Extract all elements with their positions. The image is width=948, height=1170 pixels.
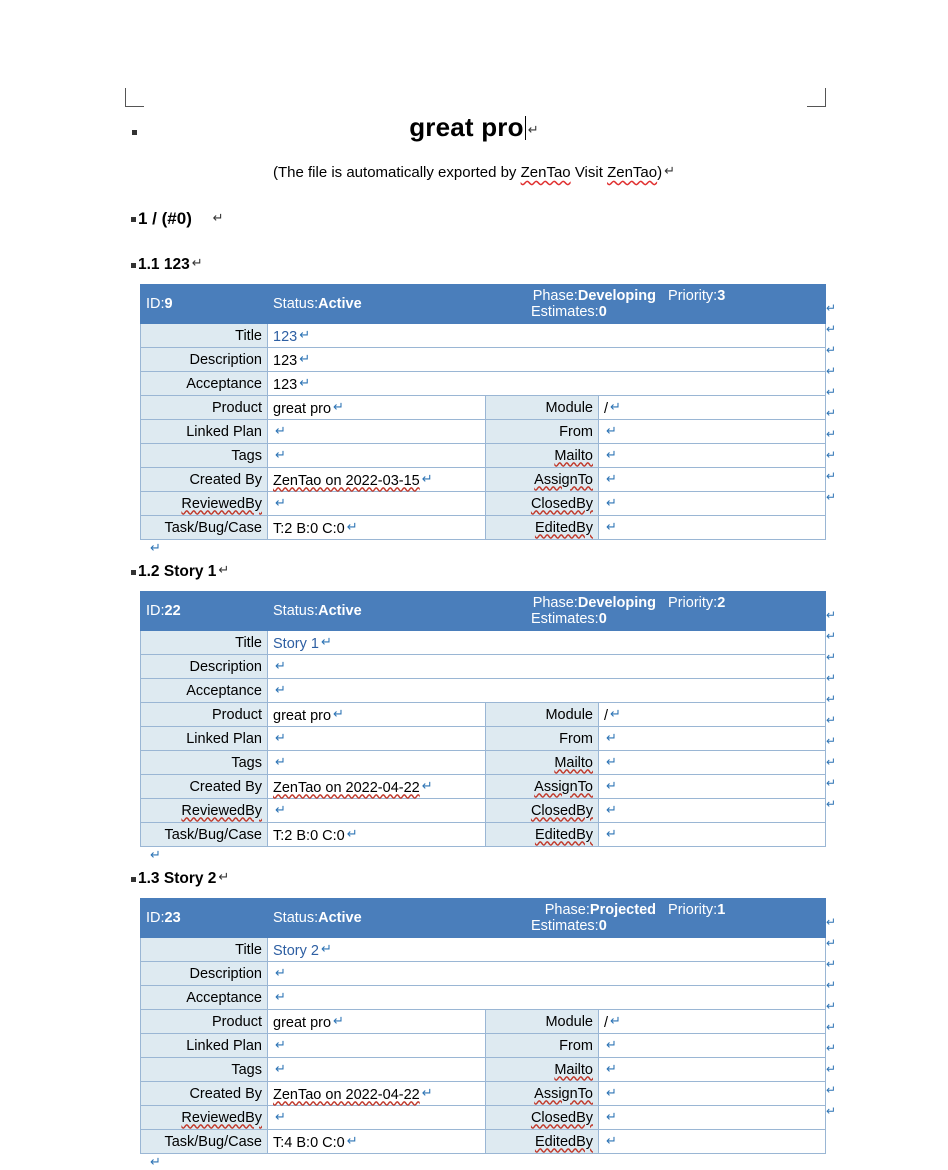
story-table-wrapper-1 xyxy=(0,284,948,540)
title-value xyxy=(268,938,826,962)
task-bug-case-label: Task/Bug/Case xyxy=(141,516,268,540)
status-value: Active xyxy=(318,296,362,312)
edited-by-label-text: EditedBy xyxy=(534,826,593,843)
pilcrow-icon: ↵ xyxy=(333,705,344,721)
document-title-line xyxy=(0,0,948,143)
pilcrow-icon: ↵ xyxy=(275,681,286,697)
pilcrow-icon: ↵ xyxy=(610,398,621,414)
estimates-value: 0 xyxy=(598,918,607,934)
pilcrow-icon: ↵ xyxy=(275,1036,286,1052)
pilcrow-icon: ↵ xyxy=(218,562,230,577)
pilcrow-icon: ↵ xyxy=(218,869,230,884)
description-label: Description xyxy=(141,348,268,372)
product-label: Product xyxy=(141,1010,268,1034)
from-label: From xyxy=(486,420,599,444)
table-row xyxy=(141,1082,826,1106)
phase-value: Developing xyxy=(577,288,656,304)
table-row xyxy=(141,1058,826,1082)
description-label: Description xyxy=(141,655,268,679)
created-by-value xyxy=(268,775,486,799)
table-row xyxy=(141,631,826,655)
acceptance-text: 123 xyxy=(273,376,298,393)
mailto-value xyxy=(599,1058,826,1082)
edited-by-label-text: EditedBy xyxy=(534,519,593,536)
acceptance-label: Acceptance xyxy=(141,679,268,703)
module-label: Module xyxy=(486,703,599,727)
closed-by-value xyxy=(599,492,826,516)
reviewed-by-label-text: ReviewedBy xyxy=(181,495,262,512)
pilcrow-icon: ↵ xyxy=(320,633,332,649)
tags-label: Tags xyxy=(141,444,268,468)
module-label: Module xyxy=(486,396,599,420)
mailto-label-text: Mailto xyxy=(554,447,593,464)
status-label: Status: xyxy=(273,296,319,312)
table-row xyxy=(141,655,826,679)
assign-to-label-text: AssignTo xyxy=(534,471,593,488)
story-table-1 xyxy=(140,284,826,540)
pilcrow-icon: ↵ xyxy=(606,1060,617,1076)
table-row xyxy=(141,679,826,703)
product-text: great pro xyxy=(273,1014,332,1031)
id-label: ID: xyxy=(146,910,165,926)
estimates-label: Estimates: xyxy=(531,611,599,627)
phase-label: Phase: xyxy=(532,595,578,611)
document-title: great pro xyxy=(409,112,524,142)
acceptance-label: Acceptance xyxy=(141,372,268,396)
heading-section-1-text: 1 / (#0) xyxy=(138,209,192,228)
priority-value: 2 xyxy=(717,595,726,611)
document-subtitle-line xyxy=(0,163,948,181)
module-text: / xyxy=(604,707,609,724)
pilcrow-icon: ↵ xyxy=(610,705,621,721)
priority-label: Priority: xyxy=(668,288,718,304)
edited-by-label-text: EditedBy xyxy=(534,1133,593,1150)
pilcrow-icon: ↵ xyxy=(606,753,617,769)
heading-story-1-3 xyxy=(138,869,948,888)
tags-value xyxy=(268,751,486,775)
pilcrow-icon: ↵ xyxy=(606,801,617,817)
from-value xyxy=(599,727,826,751)
estimates-value: 0 xyxy=(598,304,607,320)
table-row xyxy=(141,468,826,492)
closed-by-value xyxy=(599,799,826,823)
module-value xyxy=(599,1010,826,1034)
table-row xyxy=(141,420,826,444)
pilcrow-icon: ↵ xyxy=(606,470,617,486)
reviewed-by-label-text: ReviewedBy xyxy=(181,802,262,819)
title-value xyxy=(268,324,826,348)
table-row xyxy=(141,444,826,468)
pilcrow-icon: ↵ xyxy=(606,1036,617,1052)
pilcrow-icon: ↵ xyxy=(275,657,286,673)
assign-to-label-text: AssignTo xyxy=(534,778,593,795)
pilcrow-icon: ↵ xyxy=(212,210,224,225)
story-phase-priority-estimates-cell xyxy=(486,285,826,324)
story-phase-priority-estimates-cell xyxy=(486,592,826,631)
closed-by-label-text: ClosedBy xyxy=(530,1109,593,1126)
tags-value xyxy=(268,1058,486,1082)
table-row xyxy=(141,986,826,1010)
story-status-cell xyxy=(268,285,486,324)
id-value: 23 xyxy=(164,910,181,926)
table-row xyxy=(141,823,826,847)
reviewed-by-value xyxy=(268,799,486,823)
linked-plan-value xyxy=(268,727,486,751)
pilcrow-icon: ↵ xyxy=(346,518,358,534)
pilcrow-icon: ↵ xyxy=(421,777,433,793)
tags-label: Tags xyxy=(141,751,268,775)
pilcrow-icon: ↵ xyxy=(320,940,332,956)
pilcrow-icon: ↵ xyxy=(606,446,617,462)
status-label: Status: xyxy=(273,603,319,619)
table-row xyxy=(141,962,826,986)
story-id-cell xyxy=(141,592,268,631)
id-value: 22 xyxy=(164,603,181,619)
edited-by-label xyxy=(486,516,599,540)
acceptance-label: Acceptance xyxy=(141,986,268,1010)
story-table-wrapper-2 xyxy=(0,591,948,847)
table-row xyxy=(141,1130,826,1154)
heading-story-1-2 xyxy=(138,562,948,581)
pilcrow-icon: ↵ xyxy=(275,446,286,462)
table-row xyxy=(141,516,826,540)
heading-story-1-1 xyxy=(138,255,948,274)
paragraph-end-mark: ↵ xyxy=(150,1154,161,1169)
pilcrow-icon: ↵ xyxy=(275,964,286,980)
title-label: Title xyxy=(141,324,268,348)
closed-by-label xyxy=(486,1106,599,1130)
priority-label: Priority: xyxy=(668,595,718,611)
story-table-wrapper-3 xyxy=(0,898,948,1154)
acceptance-value xyxy=(268,986,826,1010)
mailto-label-text: Mailto xyxy=(554,754,593,771)
mailto-label xyxy=(486,1058,599,1082)
task-bug-case-text: T:2 B:0 C:0 xyxy=(273,827,345,844)
linked-plan-label: Linked Plan xyxy=(141,727,268,751)
product-text: great pro xyxy=(273,707,332,724)
priority-value: 1 xyxy=(717,902,726,918)
pilcrow-icon: ↵ xyxy=(346,825,358,841)
product-label: Product xyxy=(141,396,268,420)
closed-by-label-text: ClosedBy xyxy=(530,802,593,819)
task-bug-case-value xyxy=(268,823,486,847)
created-by-text: ZenTao on 2022-04-22 xyxy=(273,1086,420,1103)
phase-value: Developing xyxy=(577,595,656,611)
pilcrow-icon: ↵ xyxy=(606,825,617,841)
edited-by-value xyxy=(599,516,826,540)
linked-plan-label: Linked Plan xyxy=(141,1034,268,1058)
story-header-row xyxy=(141,592,826,631)
reviewed-by-label xyxy=(141,799,268,823)
table-row xyxy=(141,324,826,348)
description-text: 123 xyxy=(273,352,298,369)
row-end-marks: ↵ ↵ ↵ ↵ ↵ ↵ ↵ ↵ ↵ ↵ xyxy=(826,301,837,504)
pilcrow-icon: ↵ xyxy=(606,494,617,510)
heading-section-1 xyxy=(138,209,948,229)
created-by-value xyxy=(268,1082,486,1106)
from-label: From xyxy=(486,1034,599,1058)
task-bug-case-value xyxy=(268,1130,486,1154)
reviewed-by-value xyxy=(268,1106,486,1130)
task-bug-case-label: Task/Bug/Case xyxy=(141,823,268,847)
product-value xyxy=(268,703,486,727)
table-row xyxy=(141,799,826,823)
table-row xyxy=(141,703,826,727)
pilcrow-icon: ↵ xyxy=(421,1084,433,1100)
assign-to-label xyxy=(486,1082,599,1106)
created-by-value xyxy=(268,468,486,492)
created-by-label: Created By xyxy=(141,468,268,492)
product-value xyxy=(268,396,486,420)
title-text: Story 2 xyxy=(273,942,319,959)
closed-by-label xyxy=(486,492,599,516)
story-id-cell xyxy=(141,285,268,324)
table-row xyxy=(141,938,826,962)
pilcrow-icon: ↵ xyxy=(275,988,286,1004)
from-value xyxy=(599,420,826,444)
pilcrow-icon: ↵ xyxy=(275,753,286,769)
paragraph-bullet-mark xyxy=(131,877,136,882)
assign-to-value xyxy=(599,775,826,799)
title-text: Story 1 xyxy=(273,635,319,652)
pilcrow-icon: ↵ xyxy=(333,398,344,414)
story-table-3 xyxy=(140,898,826,1154)
tags-value xyxy=(268,444,486,468)
edited-by-label xyxy=(486,1130,599,1154)
task-bug-case-text: T:2 B:0 C:0 xyxy=(273,520,345,537)
closed-by-label-text: ClosedBy xyxy=(530,495,593,512)
title-label: Title xyxy=(141,938,268,962)
heading-story-1-1-text: 1.1 123 xyxy=(138,256,190,273)
table-row xyxy=(141,1106,826,1130)
pilcrow-icon: ↵ xyxy=(610,1012,621,1028)
title-text: 123 xyxy=(273,328,298,345)
id-label: ID: xyxy=(146,603,165,619)
product-label: Product xyxy=(141,703,268,727)
pilcrow-icon: ↵ xyxy=(606,1132,617,1148)
description-value xyxy=(268,655,826,679)
pilcrow-icon: ↵ xyxy=(606,422,617,438)
story-header-row xyxy=(141,285,826,324)
table-row xyxy=(141,372,826,396)
module-value xyxy=(599,703,826,727)
title-label: Title xyxy=(141,631,268,655)
paragraph-end-mark: ↵ xyxy=(150,540,161,555)
row-end-marks: ↵ ↵ ↵ ↵ ↵ ↵ ↵ ↵ ↵ ↵ xyxy=(826,915,837,1118)
table-row xyxy=(141,727,826,751)
pilcrow-icon: ↵ xyxy=(275,494,286,510)
status-label: Status: xyxy=(273,910,319,926)
zentao-word-1: ZenTao xyxy=(520,164,571,181)
pilcrow-icon: ↵ xyxy=(333,1012,344,1028)
story-status-cell xyxy=(268,592,486,631)
pilcrow-icon: ↵ xyxy=(299,350,311,366)
module-text: / xyxy=(604,400,609,417)
assign-to-value xyxy=(599,1082,826,1106)
pilcrow-icon: ↵ xyxy=(299,326,311,342)
pilcrow-icon: ↵ xyxy=(527,122,539,137)
assign-to-label xyxy=(486,775,599,799)
table-row xyxy=(141,751,826,775)
estimates-label: Estimates: xyxy=(531,304,599,320)
story-phase-priority-estimates-cell xyxy=(486,899,826,938)
heading-story-1-3-text: 1.3 Story 2 xyxy=(138,870,217,887)
reviewed-by-label xyxy=(141,492,268,516)
module-text: / xyxy=(604,1014,609,1031)
pilcrow-icon: ↵ xyxy=(275,729,286,745)
reviewed-by-label-text: ReviewedBy xyxy=(181,1109,262,1126)
assign-to-value xyxy=(599,468,826,492)
phase-label: Phase: xyxy=(544,902,590,918)
phase-value: Projected xyxy=(589,902,656,918)
pilcrow-icon: ↵ xyxy=(664,163,676,178)
created-by-label: Created By xyxy=(141,1082,268,1106)
assign-to-label-text: AssignTo xyxy=(534,1085,593,1102)
zentao-word-2: ZenTao xyxy=(607,164,658,181)
edited-by-value xyxy=(599,823,826,847)
linked-plan-label: Linked Plan xyxy=(141,420,268,444)
pilcrow-icon: ↵ xyxy=(606,1108,617,1124)
edited-by-value xyxy=(599,1130,826,1154)
mailto-label-text: Mailto xyxy=(554,1061,593,1078)
linked-plan-value xyxy=(268,420,486,444)
estimates-label: Estimates: xyxy=(531,918,599,934)
created-by-label: Created By xyxy=(141,775,268,799)
pilcrow-icon: ↵ xyxy=(606,1084,617,1100)
closed-by-label xyxy=(486,799,599,823)
closed-by-value xyxy=(599,1106,826,1130)
reviewed-by-label xyxy=(141,1106,268,1130)
table-row xyxy=(141,775,826,799)
phase-label: Phase: xyxy=(532,288,578,304)
acceptance-value xyxy=(268,679,826,703)
text-caret xyxy=(525,116,526,140)
status-value: Active xyxy=(318,910,362,926)
paragraph-bullet-mark xyxy=(131,570,136,575)
module-label: Module xyxy=(486,1010,599,1034)
table-row xyxy=(141,492,826,516)
pilcrow-icon: ↵ xyxy=(421,470,433,486)
story-header-row xyxy=(141,899,826,938)
reviewed-by-value xyxy=(268,492,486,516)
table-row xyxy=(141,396,826,420)
from-label: From xyxy=(486,727,599,751)
task-bug-case-value xyxy=(268,516,486,540)
pilcrow-icon: ↵ xyxy=(606,729,617,745)
table-row xyxy=(141,1010,826,1034)
created-by-text: ZenTao on 2022-03-15 xyxy=(273,472,420,489)
title-value xyxy=(268,631,826,655)
description-value xyxy=(268,348,826,372)
pilcrow-icon: ↵ xyxy=(191,255,203,270)
pilcrow-icon: ↵ xyxy=(299,374,311,390)
pilcrow-icon: ↵ xyxy=(606,518,617,534)
task-bug-case-label: Task/Bug/Case xyxy=(141,1130,268,1154)
priority-label: Priority: xyxy=(668,902,718,918)
paragraph-bullet-mark xyxy=(131,263,136,268)
mailto-label xyxy=(486,444,599,468)
table-row xyxy=(141,348,826,372)
estimates-value: 0 xyxy=(598,611,607,627)
story-id-cell xyxy=(141,899,268,938)
task-bug-case-text: T:4 B:0 C:0 xyxy=(273,1134,345,1151)
paragraph-end-mark: ↵ xyxy=(150,847,161,862)
product-text: great pro xyxy=(273,400,332,417)
mailto-label xyxy=(486,751,599,775)
document-subtitle: (The file is automatically exported by ZenTao Visit ZenTao) xyxy=(272,164,663,181)
mailto-value xyxy=(599,444,826,468)
row-end-marks: ↵ ↵ ↵ ↵ ↵ ↵ ↵ ↵ ↵ ↵ xyxy=(826,608,837,811)
created-by-text: ZenTao on 2022-04-22 xyxy=(273,779,420,796)
description-label: Description xyxy=(141,962,268,986)
edited-by-label xyxy=(486,823,599,847)
id-value: 9 xyxy=(164,296,173,312)
mailto-value xyxy=(599,751,826,775)
assign-to-label xyxy=(486,468,599,492)
pilcrow-icon: ↵ xyxy=(346,1132,358,1148)
module-value xyxy=(599,396,826,420)
pilcrow-icon: ↵ xyxy=(275,801,286,817)
acceptance-value xyxy=(268,372,826,396)
paragraph-bullet-mark xyxy=(131,217,136,222)
pilcrow-icon: ↵ xyxy=(606,777,617,793)
product-value xyxy=(268,1010,486,1034)
id-label: ID: xyxy=(146,296,165,312)
story-status-cell xyxy=(268,899,486,938)
story-table-2 xyxy=(140,591,826,847)
pilcrow-icon: ↵ xyxy=(275,1060,286,1076)
status-value: Active xyxy=(318,603,362,619)
pilcrow-icon: ↵ xyxy=(275,422,286,438)
heading-story-1-2-text: 1.2 Story 1 xyxy=(138,563,217,580)
tags-label: Tags xyxy=(141,1058,268,1082)
description-value xyxy=(268,962,826,986)
pilcrow-icon: ↵ xyxy=(275,1108,286,1124)
priority-value: 3 xyxy=(717,288,726,304)
